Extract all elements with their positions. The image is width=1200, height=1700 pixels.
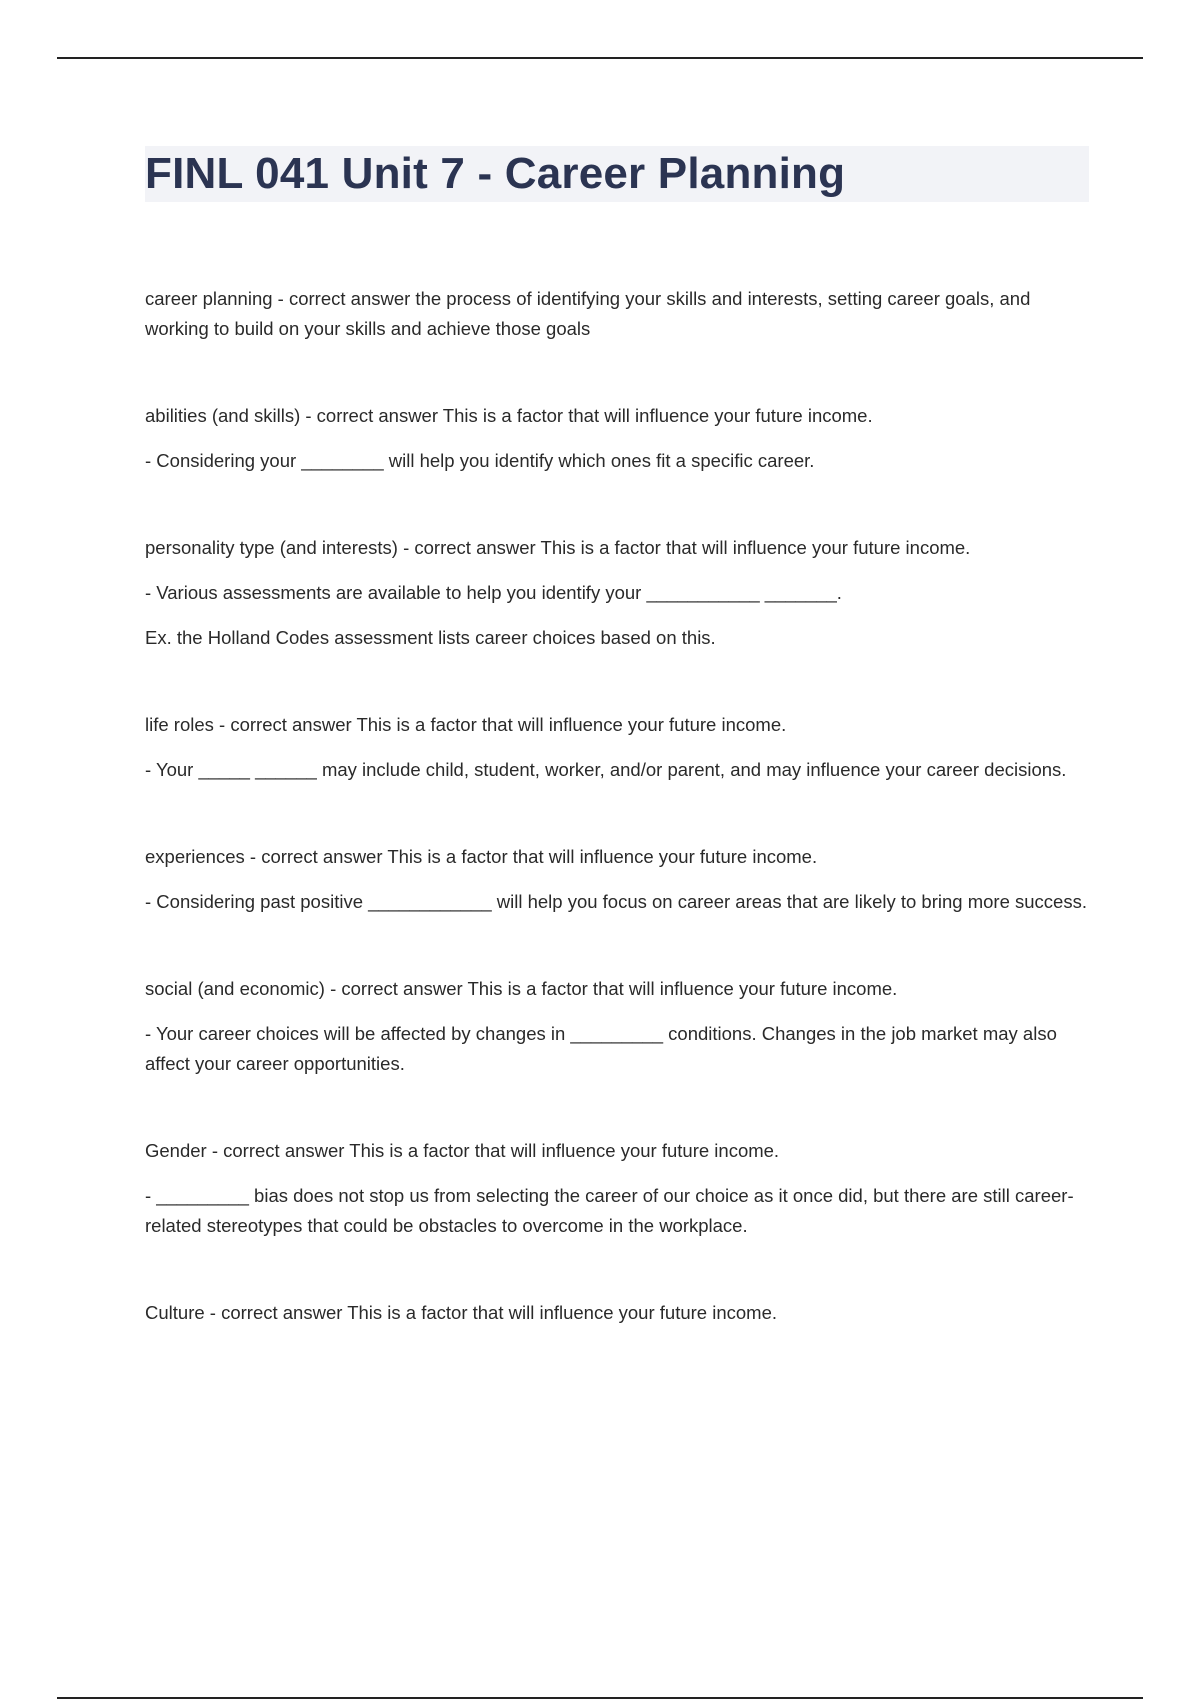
entry-fill-in-blank: - _________ bias does not stop us from selecting the career of our choice as it once did, but there are still career-related stereotypes that could be obstacles to overcome in the workplace. [145,1185,1074,1236]
flashcard-entry [145,1136,1089,1241]
top-divider [57,57,1143,59]
flashcard-entry [145,710,1089,785]
entry-fill-in-blank: - Various assessments are available to help you identify your ___________ _______. [145,582,842,603]
document-body [145,146,1089,1385]
flashcard-entry [145,1298,1089,1328]
flashcard-entry [145,533,1089,653]
bottom-divider [57,1697,1143,1699]
entry-fill-in-blank: - Considering your ________ will help you identify which ones fit a specific career. [145,450,815,471]
entry-definition: social (and economic) - correct answer This is a factor that will influence your future income. [145,978,898,999]
entry-fill-in-blank: - Your career choices will be affected by changes in _________ conditions. Changes in the job market may also affect your career opportunities. [145,1023,1057,1074]
entry-definition: Culture - correct answer This is a factor that will influence your future income. [145,1302,777,1323]
entry-definition: experiences - correct answer This is a factor that will influence your future income. [145,846,818,867]
entry-definition: abilities (and skills) - correct answer This is a factor that will influence your future income. [145,405,873,426]
flashcard-entry [145,284,1089,344]
title-banner [145,146,1089,202]
entry-fill-in-blank: - Your _____ ______ may include child, student, worker, and/or parent, and may influence your career decisions. [145,759,1067,780]
entry-example: Ex. the Holland Codes assessment lists career choices based on this. [145,627,716,648]
entry-definition: life roles - correct answer This is a factor that will influence your future income. [145,714,787,735]
entry-definition: career planning - correct answer the process of identifying your skills and interests, setting career goals, and working to build on your skills and achieve those goals [145,288,1031,339]
document-title: FINL 041 Unit 7 - Career Planning [145,149,846,198]
entry-definition: personality type (and interests) - correct answer This is a factor that will influence your future income. [145,537,971,558]
entry-definition: Gender - correct answer This is a factor that will influence your future income. [145,1140,780,1161]
flashcard-entry [145,974,1089,1079]
flashcard-entry [145,401,1089,476]
flashcard-entry [145,842,1089,917]
entry-fill-in-blank: - Considering past positive ____________ will help you focus on career areas that are likely to bring more success. [145,891,1087,912]
